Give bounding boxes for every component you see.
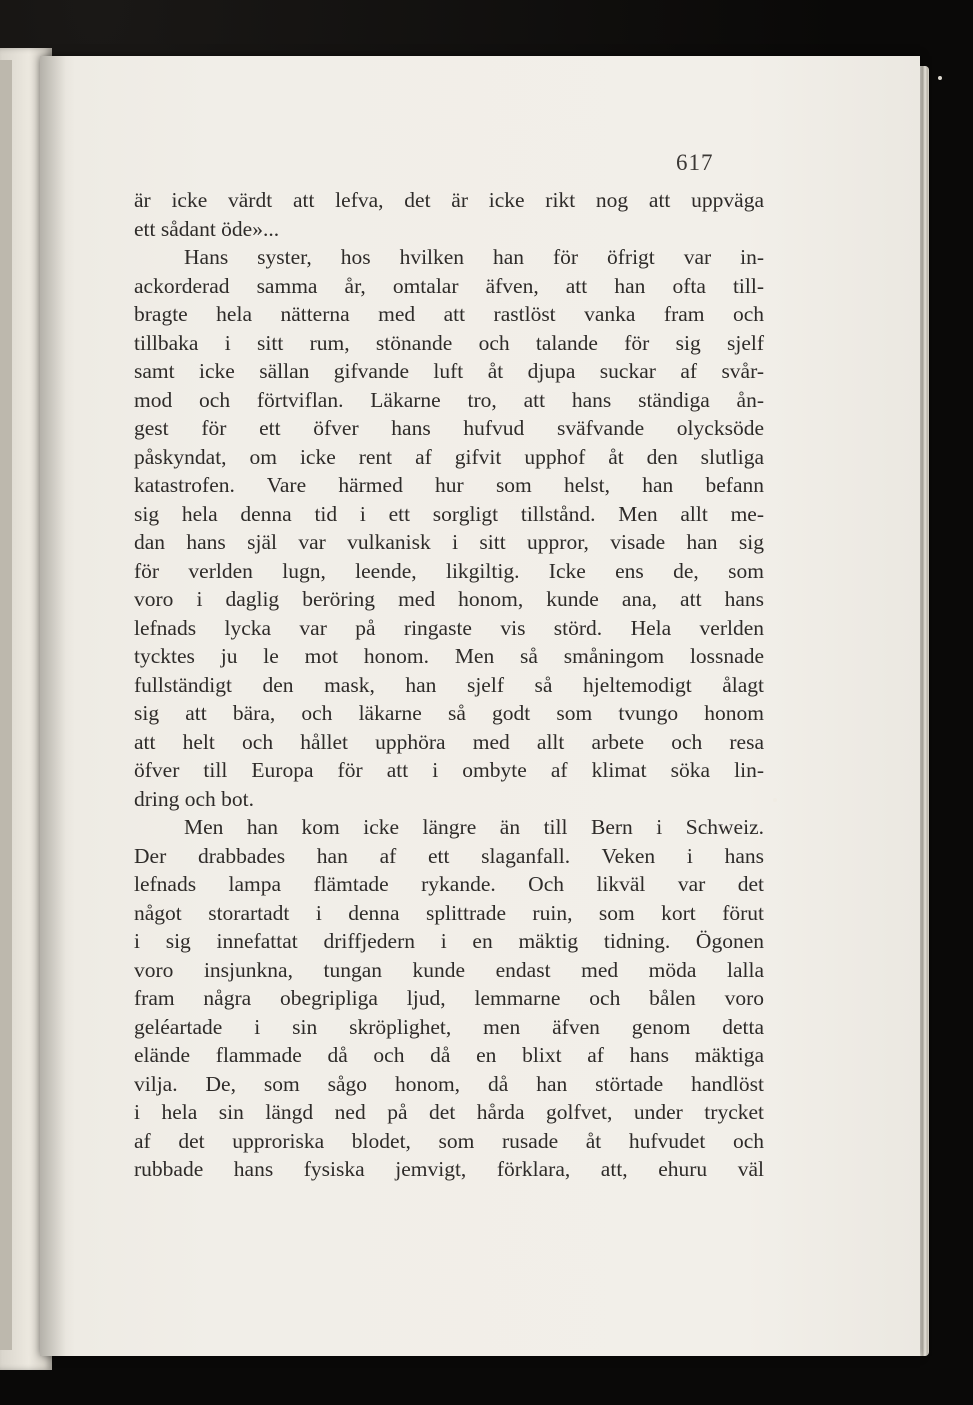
text-line: lefnads lycka var på ringaste vis störd. Hela verlden [134,615,764,640]
text-line: rubbade hans fysiska jemvigt, förklara, att, ehuru väl [134,1157,764,1181]
text-line: fullständigt den mask, han sjelf så hjeltemodigt ålagt [134,672,764,697]
text-line: påskyndat, om icke rent af gifvit upphof åt den slutliga [134,444,764,469]
text-line: vilja. De, som sågo honom, då han störtade handlöst [134,1071,764,1096]
text-line: fram några obegripliga ljud, lemmarne och bålen voro [134,986,764,1010]
text-line: voro insjunkna, tungan kunde endast med möda lalla [134,957,764,982]
text-line: att helt och hållet upphöra med allt arbete och resa [134,729,764,754]
text-line: tillbaka i sitt rum, stönande och talande för sig sjelf [134,330,764,355]
text-line: Hans syster, hos hvilken han för öfrigt var in- [184,245,764,269]
text-line: något storartadt i denna splittrade ruin, som kort förut [134,900,764,925]
text-line: sig att bära, och läkarne så godt som tvungo honom [134,701,764,725]
text-line: af det upproriska blodet, som rusade åt hufvudet och [134,1128,764,1153]
text-line: geléartade i sin skröplighet, men äfven genom detta [134,1014,764,1039]
text-line: Men han kom icke längre än till Bern i Schweiz. [184,815,764,839]
text-line: ett sådant öde»... [134,216,280,241]
text-line: gest för ett öfver hans hufvud sväfvande olycksöde [134,416,764,440]
text-line: lefnads lampa flämtade rykande. Och likväl var det [134,872,764,896]
paper-speck [118,800,122,804]
text-line: ackorderad samma år, omtalar äfven, att han ofta till- [134,273,764,298]
text-line: i sig innefattat driffjedern i en mäktig tidning. Ögonen [134,929,764,953]
text-line: mod och förtviflan. Läkarne tro, att hans ständiga ån- [134,387,764,412]
text-line: sig hela denna tid i ett sorgligt tillstånd. Men allt me- [134,501,764,526]
text-line: Der drabbades han af ett slaganfall. Veken i hans [134,843,764,868]
page-number: 617 [676,150,714,175]
gutter-shadow [40,56,66,1356]
text-line: bragte hela nätterna med att rastlöst vanka fram och [134,302,764,326]
paper-speck [773,798,777,802]
text-line: samt icke sällan gifvande luft åt djupa suckar af svår- [134,359,764,383]
text-line: dan hans själ var vulkanisk i sitt uppror, visade han sig [134,530,764,554]
body-text [134,186,764,1184]
paper-speck [938,76,942,80]
text-line: katastrofen. Vare härmed hur som helst, han befann [134,473,764,497]
text-line: dring och bot. [134,786,255,811]
text-line: för verlden lugn, leende, likgiltig. Icke ens de, som [134,558,764,583]
left-page-sheet [0,60,12,1350]
text-line: elände flammade då och då en blixt af hans mäktiga [134,1043,764,1067]
text-line: voro i daglig beröring med honom, kunde ana, att hans [134,587,764,611]
text-line: tycktes ju le mot honom. Men så småningom lossnade [134,644,764,668]
text-line: i hela sin längd ned på det hårda golfvet, under trycket [134,1100,764,1124]
text-line: öfver till Europa för att i ombyte af klimat söka lin- [134,758,764,782]
text-line: är icke värdt att lefva, det är icke rikt nog att uppväga [134,188,764,212]
